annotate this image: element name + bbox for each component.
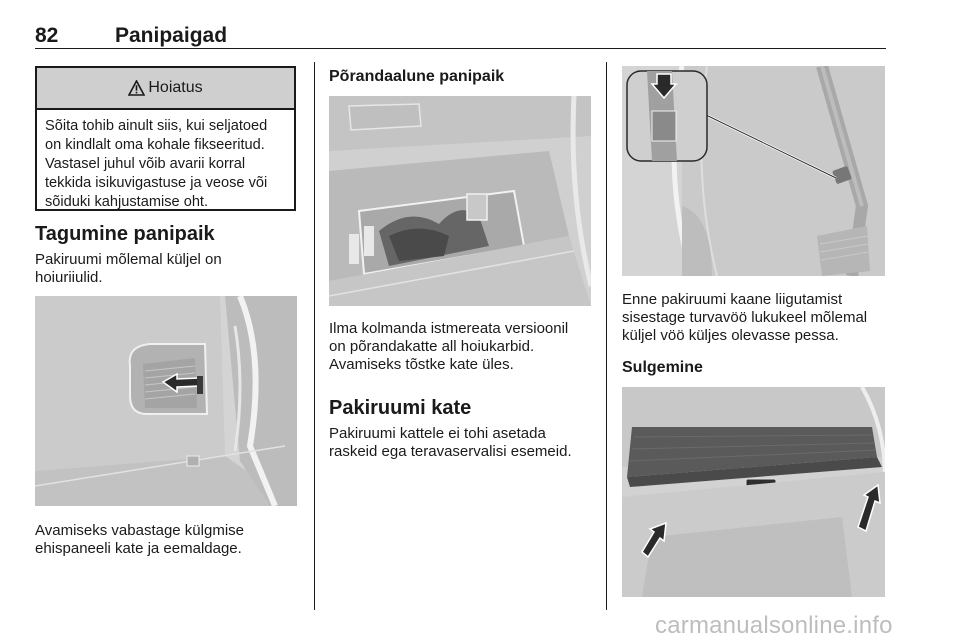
column-divider-2: [606, 62, 607, 610]
caption-line-2: ehispaneeli kate ja eemaldage.: [35, 540, 242, 557]
underfloor-line-1: Ilma kolmanda istmereata versioonil: [329, 320, 569, 337]
section-heading-closing: Sulgemine: [622, 359, 703, 376]
column-divider-1: [314, 62, 315, 610]
warning-box: [35, 66, 296, 211]
warning-header: [37, 68, 294, 110]
section-heading-underfloor-storage: Põrandaalune panipaik: [329, 68, 505, 85]
seatbelt-line-3: küljel vöö küljes olevasse pessa.: [622, 327, 839, 344]
load-cover-line-2: raskeid ega teravaservalisi esemeid.: [329, 443, 572, 460]
load-cover-closing-illustration: [622, 387, 885, 597]
caption-line-1: Avamiseks vabastage külgmise: [35, 522, 244, 539]
load-cover-line-1: Pakiruumi kattele ei tohi asetada: [329, 425, 546, 442]
section-heading-rear-storage: Tagumine panipaik: [35, 223, 215, 245]
warning-text: Sõita tohib ainult siis, kui seljatoed on kindlalt oma kohale fikseeritud. Vastasel juhul võib avarii korral tekkida isikuvigastuse ja veose või sõiduki kahjustamise oht.: [45, 118, 268, 210]
watermark: carmanualsonline.info: [655, 612, 893, 639]
header-divider: [35, 48, 886, 49]
underfloor-line-3: Avamiseks tõstke kate üles.: [329, 356, 514, 373]
section-heading-load-cover: Pakiruumi kate: [329, 397, 472, 419]
intro-line-2: hoiuriiulid.: [35, 269, 103, 286]
seatbelt-tongue-illustration: [622, 66, 885, 276]
seatbelt-line-1: Enne pakiruumi kaane liigutamist: [622, 291, 843, 308]
underfloor-line-2: on põrandakatte all hoiukarbid.: [329, 338, 535, 355]
underfloor-storage-illustration: [329, 96, 591, 306]
seatbelt-line-2: sisestage turvavöö lukukeel mõlemal: [622, 309, 868, 326]
warning-triangle-icon: [128, 80, 145, 96]
intro-line-1: Pakiruumi mõlemal küljel on: [35, 251, 222, 268]
side-storage-illustration: [35, 296, 297, 506]
page-number: 82: [35, 24, 59, 47]
warning-title: Hoiatus: [148, 79, 203, 96]
page-title: Panipaigad: [115, 24, 228, 47]
